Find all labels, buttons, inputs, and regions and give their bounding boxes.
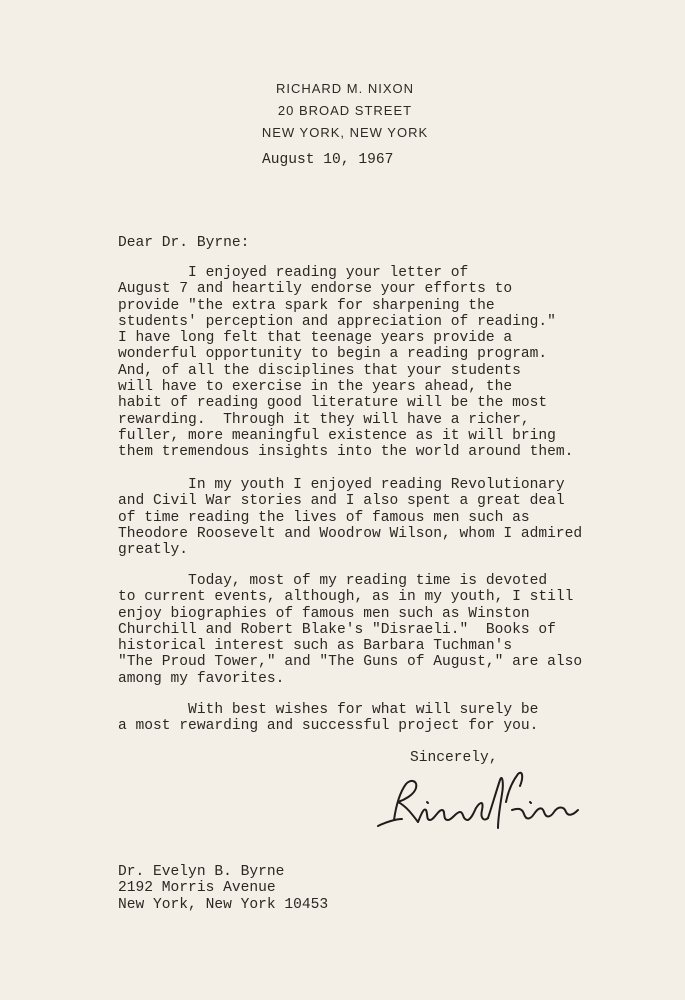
text-line: "The Proud Tower," and "The Guns of August," are also: [118, 654, 583, 671]
letterhead: [240, 78, 450, 144]
recipient-address: [118, 864, 328, 913]
text-line: Today, most of my reading time is devoted: [118, 573, 548, 589]
text-line: greatly.: [118, 542, 189, 559]
letter-date: August 10, 1967: [262, 152, 394, 168]
text-line: With best wishes for what will surely be: [118, 702, 539, 718]
text-line: a most rewarding and successful project for you.: [118, 718, 539, 735]
closing: Sincerely,: [410, 750, 498, 766]
text-line: Theodore Roosevelt and Woodrow Wilson, whom I admired: [118, 525, 583, 542]
text-line: wonderful opportunity to begin a reading program.: [118, 346, 548, 363]
recipient-name: Dr. Evelyn B. Byrne: [118, 864, 285, 880]
signature-image: [372, 762, 587, 834]
paragraph-2: [118, 477, 658, 558]
text-line: I enjoyed reading your letter of: [118, 265, 469, 281]
text-line: and Civil War stories and I also spent a great deal: [118, 493, 565, 510]
text-line: among my favorites.: [118, 670, 285, 687]
text-line: students' perception and appreciation of reading.": [118, 313, 556, 330]
text-line: enjoy biographies of famous men such as Winston: [118, 605, 530, 622]
salutation: Dear Dr. Byrne:: [118, 235, 250, 251]
recipient-city: New York, New York 10453: [118, 896, 329, 913]
text-line: them tremendous insights into the world around them.: [118, 444, 574, 461]
paragraph-3: [118, 573, 658, 687]
letterhead-city: NEW YORK, NEW YORK: [261, 125, 429, 140]
letterhead-street: 20 BROAD STREET: [277, 103, 413, 118]
text-line: rewarding. Through it they will have a richer,: [118, 411, 530, 428]
text-line: provide "the extra spark for sharpening the: [118, 297, 495, 314]
letterhead-name: RICHARD M. NIXON: [275, 81, 415, 96]
text-line: to current events, although, as in my youth, I still: [118, 589, 574, 606]
text-line: habit of reading good literature will be the most: [118, 395, 548, 412]
text-line: And, of all the disciplines that your students: [118, 362, 521, 379]
text-line: I have long felt that teenage years provide a: [118, 330, 513, 347]
paragraph-4: [118, 702, 658, 735]
text-line: August 7 and heartily endorse your efforts to: [118, 281, 513, 298]
text-line: of time reading the lives of famous men such as: [118, 509, 530, 526]
recipient-street: 2192 Morris Avenue: [118, 880, 276, 897]
text-line: will have to exercise in the years ahead, the: [118, 379, 513, 396]
text-line: Churchill and Robert Blake's "Disraeli." Books of: [118, 621, 556, 638]
text-line: historical interest such as Barbara Tuchman's: [118, 638, 513, 655]
paragraph-1: [118, 265, 658, 461]
text-line: In my youth I enjoyed reading Revolutionary: [118, 477, 565, 493]
text-line: fuller, more meaningful existence as it will bring: [118, 427, 556, 444]
